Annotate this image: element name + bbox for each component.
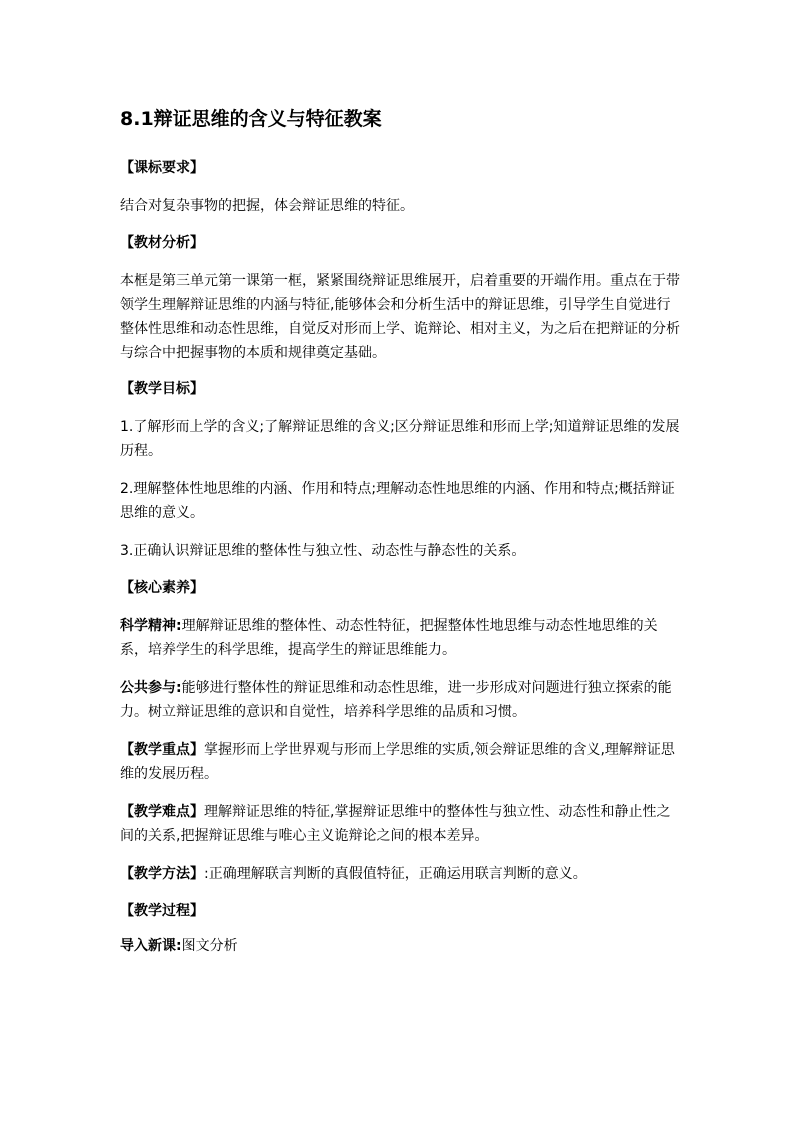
key-point-text: 掌握形而上学世界观与形而上学思维的实质,领会辩证思维的含义,理解辩证思维的发展历程。 — [120, 742, 675, 782]
document-title: 8.1辩证思维的含义与特征教案 — [120, 108, 382, 130]
difficulty-text: 理解辩证思维的特征,掌握辩证思维中的整体性与独立性、动态性和静止性之间的关系,把握辩证思维与唯心主义诡辩论之间的根本差异。 — [120, 804, 671, 844]
process-intro-text: 图文分析 — [181, 938, 238, 954]
key-point-block — [120, 738, 680, 786]
literacy-item-science — [120, 614, 680, 662]
objective-item-1: 1.了解形而上学的含义;了解辩证思维的含义;区分辩证思维和形而上学;知道辩证思维的发展历程。 — [120, 419, 680, 459]
difficulty-label: 【教学难点】 — [120, 804, 204, 820]
method-label: 【教学方法】 — [120, 866, 204, 882]
literacy-science-text: 理解辩证思维的整体性、动态性特征，把握整体性地思维与动态性地思维的关系，培养学生的科学思维，提高学生的辩证思维能力。 — [120, 618, 658, 658]
difficulty-block — [120, 800, 680, 848]
section-heading-literacy: 【核心素养】 — [120, 580, 204, 596]
key-point-label: 【教学重点】 — [120, 742, 204, 758]
method-text: :正确理解联言判断的真假值特征，正确运用联言判断的意义。 — [204, 866, 587, 882]
analysis-text: 本框是第三单元第一课第一框，紧紧围绕辩证思维展开，启着重要的开端作用。重点在于带领学生理解辩证思维的内涵与特征,能够体会和分析生活中的辩证思维，引导学生自觉进行整体性思维和动态性思维，自觉反对形而上学、诡辩论、相对主义，为之后在把辩证的分析与综合中把握事物的本质和规律奠定基础。 — [120, 273, 680, 361]
objective-item-2: 2.理解整体性地思维的内涵、作用和特点;理解动态性地思维的内涵、作用和特点;概括辩证思维的意义。 — [120, 481, 675, 521]
document-page — [120, 107, 680, 957]
standard-text: 结合对复杂事物的把握，体会辩证思维的特征。 — [120, 198, 414, 214]
section-heading-standard: 【课标要求】 — [120, 160, 204, 176]
literacy-science-label: 科学精神: — [120, 618, 182, 634]
literacy-public-label: 公共参与: — [120, 680, 182, 696]
section-heading-process: 【教学过程】 — [120, 903, 204, 919]
process-intro-label: 导入新课: — [120, 938, 182, 954]
literacy-item-public — [120, 676, 680, 724]
process-intro — [120, 936, 680, 957]
section-heading-objectives: 【教学目标】 — [120, 381, 204, 397]
literacy-public-text: 能够进行整体性的辩证思维和动态性思维，进一步形成对问题进行独立探索的能力。树立辩证思维的意识和自觉性，培养科学思维的品质和习惯。 — [120, 680, 672, 720]
section-heading-analysis: 【教材分析】 — [120, 235, 204, 251]
method-block — [120, 862, 680, 886]
objective-item-3: 3.正确认识辩证思维的整体性与独立性、动态性与静态性的关系。 — [120, 543, 526, 559]
